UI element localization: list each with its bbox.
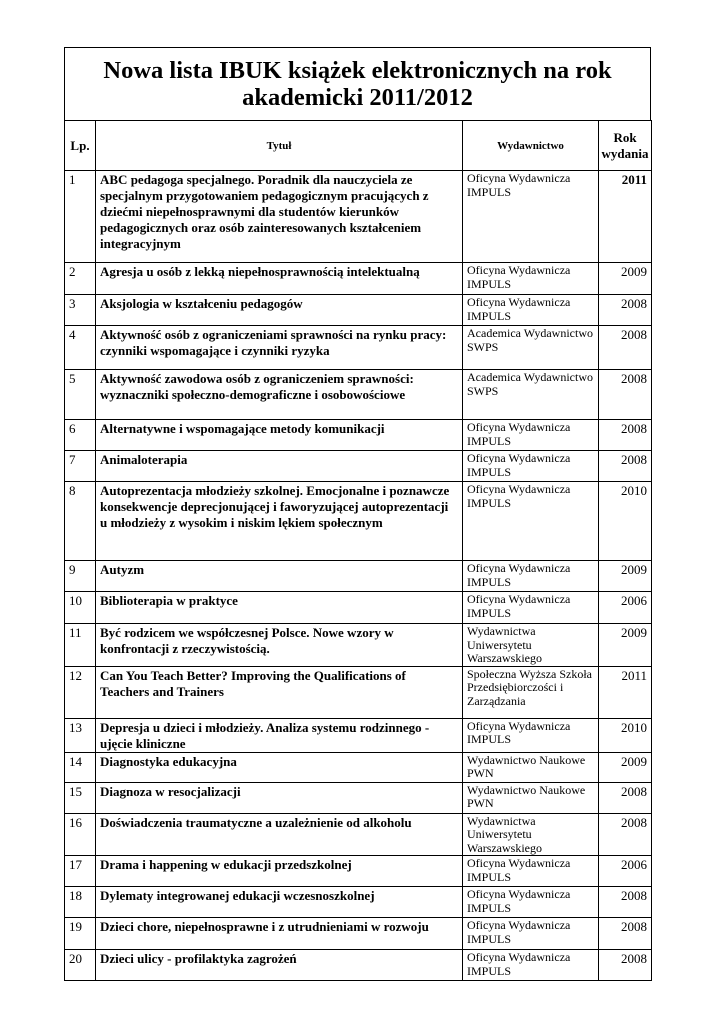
cell-lp: 6: [65, 420, 96, 451]
cell-publisher: Academica Wydawnictwo SWPS: [463, 370, 599, 420]
header-year: Rok wydania: [599, 121, 652, 171]
cell-title: Autyzm: [96, 561, 463, 592]
table-row: [65, 813, 652, 856]
cell-year: 2009: [599, 263, 652, 295]
table-row: [65, 752, 652, 782]
cell-title: Diagnostyka edukacyjna: [96, 752, 463, 782]
cell-publisher: Wydawnictwa Uniwersytetu Warszawskiego: [463, 813, 599, 856]
cell-year: 2010: [599, 718, 652, 752]
cell-publisher: Oficyna Wydawnicza IMPULS: [463, 171, 599, 263]
cell-publisher: Oficyna Wydawnicza IMPULS: [463, 451, 599, 482]
cell-lp: 16: [65, 813, 96, 856]
cell-lp: 7: [65, 451, 96, 482]
cell-title: Drama i happening w edukacji przedszkolnej: [96, 856, 463, 887]
cell-publisher: Społeczna Wyższa Szkoła Przedsiębiorczości i Zarządzania: [463, 666, 599, 718]
cell-title: ABC pedagoga specjalnego. Poradnik dla nauczyciela ze specjalnym przygotowaniem pedagogicznym pracujących z dziećmi niepełnosprawnymi dla studentów kierunków pedagogicznych oraz osób zainteresowanych kształceniem integracyjnym: [96, 171, 463, 263]
cell-year: 2006: [599, 592, 652, 624]
table-row: [65, 918, 652, 950]
cell-year: 2008: [599, 887, 652, 918]
cell-publisher: Wydawnictwa Uniwersytetu Warszawskiego: [463, 624, 599, 667]
table-row: [65, 171, 652, 263]
cell-lp: 13: [65, 718, 96, 752]
table-row: [65, 482, 652, 561]
table-row: [65, 561, 652, 592]
table-row: [65, 420, 652, 451]
cell-year: 2008: [599, 782, 652, 813]
cell-title: Biblioterapia w praktyce: [96, 592, 463, 624]
cell-title: Animaloterapia: [96, 451, 463, 482]
cell-lp: 20: [65, 950, 96, 981]
cell-lp: 12: [65, 666, 96, 718]
table-row: [65, 718, 652, 752]
cell-lp: 5: [65, 370, 96, 420]
title-box: [64, 47, 651, 121]
cell-year: 2008: [599, 326, 652, 370]
cell-lp: 19: [65, 918, 96, 950]
cell-title: Diagnoza w resocjalizacji: [96, 782, 463, 813]
table-row: [65, 326, 652, 370]
cell-year: 2009: [599, 624, 652, 667]
cell-publisher: Oficyna Wydawnicza IMPULS: [463, 561, 599, 592]
table-body: [65, 171, 652, 981]
cell-year: 2008: [599, 918, 652, 950]
title-line-2: akademicki 2011/2012: [242, 84, 473, 111]
cell-title: Alternatywne i wspomagające metody komunikacji: [96, 420, 463, 451]
cell-year: 2009: [599, 752, 652, 782]
table-header-row: [65, 121, 652, 171]
cell-lp: 14: [65, 752, 96, 782]
header-title: Tytuł: [96, 121, 463, 171]
cell-title: Agresja u osób z lekką niepełnosprawnością intelektualną: [96, 263, 463, 295]
cell-lp: 17: [65, 856, 96, 887]
cell-title: Być rodzicem we współczesnej Polsce. Nowe wzory w konfrontacji z rzeczywistością.: [96, 624, 463, 667]
cell-year: 2006: [599, 856, 652, 887]
table-row: [65, 950, 652, 981]
cell-lp: 8: [65, 482, 96, 561]
books-table: [64, 120, 652, 981]
cell-lp: 18: [65, 887, 96, 918]
cell-year: 2008: [599, 451, 652, 482]
table-row: [65, 624, 652, 667]
cell-title: Aksjologia w kształceniu pedagogów: [96, 295, 463, 326]
cell-year: 2009: [599, 561, 652, 592]
cell-year: 2008: [599, 420, 652, 451]
cell-year: 2010: [599, 482, 652, 561]
cell-publisher: Academica Wydawnictwo SWPS: [463, 326, 599, 370]
cell-publisher: Oficyna Wydawnicza IMPULS: [463, 950, 599, 981]
cell-publisher: Oficyna Wydawnicza IMPULS: [463, 718, 599, 752]
cell-publisher: Oficyna Wydawnicza IMPULS: [463, 856, 599, 887]
cell-title: Dzieci ulicy - profilaktyka zagrożeń: [96, 950, 463, 981]
cell-title: Aktywność zawodowa osób z ograniczeniem sprawności: wyznaczniki społeczno-demograficzne i osobowościowe: [96, 370, 463, 420]
cell-title: Doświadczenia traumatyczne a uzależnienie od alkoholu: [96, 813, 463, 856]
table-row: [65, 856, 652, 887]
title-line-1: Nowa lista IBUK książek elektronicznych na rok: [103, 57, 612, 84]
cell-publisher: Oficyna Wydawnicza IMPULS: [463, 592, 599, 624]
table-row: [65, 263, 652, 295]
cell-publisher: Oficyna Wydawnicza IMPULS: [463, 918, 599, 950]
cell-publisher: Wydawnictwo Naukowe PWN: [463, 782, 599, 813]
table-row: [65, 295, 652, 326]
cell-lp: 15: [65, 782, 96, 813]
cell-lp: 11: [65, 624, 96, 667]
table-row: [65, 370, 652, 420]
cell-title: Aktywność osób z ograniczeniami sprawności na rynku pracy: czynniki wspomagające i czynniki ryzyka: [96, 326, 463, 370]
cell-lp: 1: [65, 171, 96, 263]
cell-publisher: Oficyna Wydawnicza IMPULS: [463, 887, 599, 918]
cell-year: 2008: [599, 813, 652, 856]
cell-title: Depresja u dzieci i młodzieży. Analiza systemu rodzinnego - ujęcie kliniczne: [96, 718, 463, 752]
table-row: [65, 451, 652, 482]
cell-publisher: Wydawnictwo Naukowe PWN: [463, 752, 599, 782]
cell-lp: 2: [65, 263, 96, 295]
cell-publisher: Oficyna Wydawnicza IMPULS: [463, 263, 599, 295]
cell-lp: 3: [65, 295, 96, 326]
cell-title: Dzieci chore, niepełnosprawne i z utrudnieniami w rozwoju: [96, 918, 463, 950]
cell-lp: 10: [65, 592, 96, 624]
cell-title: Dylematy integrowanej edukacji wczesnoszkolnej: [96, 887, 463, 918]
cell-year: 2008: [599, 295, 652, 326]
cell-year: 2011: [599, 171, 652, 263]
cell-lp: 4: [65, 326, 96, 370]
cell-publisher: Oficyna Wydawnicza IMPULS: [463, 482, 599, 561]
header-publisher: Wydawnictwo: [463, 121, 599, 171]
cell-year: 2011: [599, 666, 652, 718]
header-lp: Lp.: [65, 121, 96, 171]
cell-title: Can You Teach Better? Improving the Qualifications of Teachers and Trainers: [96, 666, 463, 718]
document: [64, 47, 651, 981]
table-row: [65, 666, 652, 718]
cell-year: 2008: [599, 370, 652, 420]
table-row: [65, 592, 652, 624]
cell-publisher: Oficyna Wydawnicza IMPULS: [463, 295, 599, 326]
cell-year: 2008: [599, 950, 652, 981]
cell-publisher: Oficyna Wydawnicza IMPULS: [463, 420, 599, 451]
table-row: [65, 887, 652, 918]
page-title: [65, 57, 650, 111]
cell-title: Autoprezentacja młodzieży szkolnej. Emocjonalne i poznawcze konsekwencje deprecjonującej i faworyzującej autoprezentacji u młodzieży z wysokim i niskim lękiem społecznym: [96, 482, 463, 561]
cell-lp: 9: [65, 561, 96, 592]
table-row: [65, 782, 652, 813]
